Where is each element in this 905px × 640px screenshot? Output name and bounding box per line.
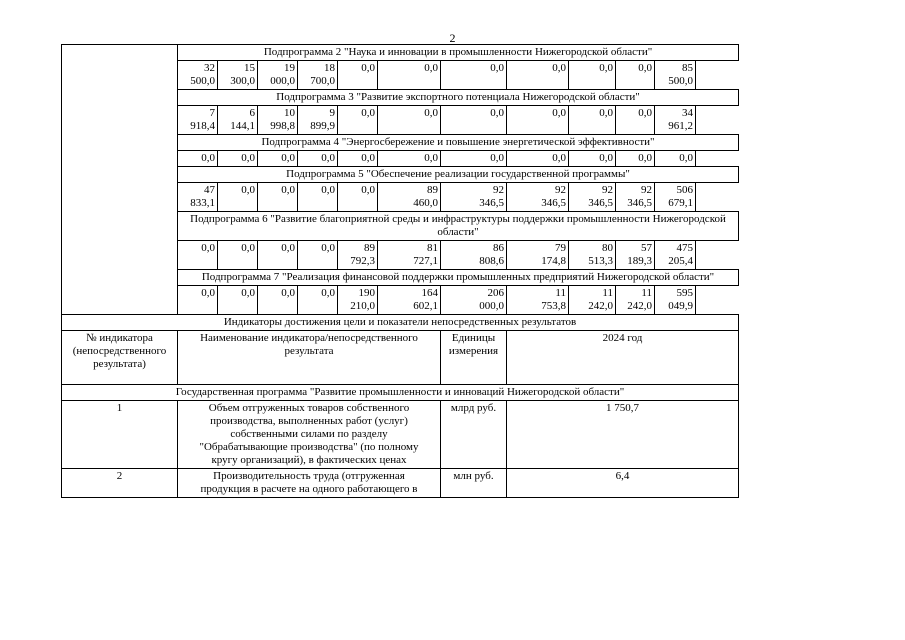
subprogram-value-cell: 0,0 — [298, 183, 338, 212]
subprogram-value-cell: 0,0 — [569, 61, 616, 90]
subprogram-value-cell: 11 753,8 — [507, 286, 569, 315]
header-year: 2024 год — [507, 331, 739, 385]
subprogram-value-cell: 0,0 — [178, 241, 218, 270]
header-units: Единицы измерения — [441, 331, 507, 385]
subprogram-value-cell: 0,0 — [218, 241, 258, 270]
indicator-value: 6,4 — [507, 469, 739, 498]
subprogram-value-cell: 0,0 — [218, 286, 258, 315]
subprogram-value-cell: 0,0 — [298, 241, 338, 270]
subprogram-value-cell: 0,0 — [258, 286, 298, 315]
subprogram-value-cell: 7 918,4 — [178, 106, 218, 135]
header-indicator-name: Наименование индикатора/непосредственного результата — [178, 331, 441, 385]
subprogram-value-cell: 0,0 — [338, 183, 378, 212]
subprogram-value-cell: 89 792,3 — [338, 241, 378, 270]
subprogram-value-cell: 0,0 — [507, 151, 569, 167]
subprogram-value-cell: 0,0 — [507, 106, 569, 135]
subprogram-value-cell: 164 602,1 — [378, 286, 441, 315]
subprogram-value-cell: 92 346,5 — [441, 183, 507, 212]
subprogram-value-cell: 79 174,8 — [507, 241, 569, 270]
subprogram-value-cell: 80 513,3 — [569, 241, 616, 270]
subprogram-value-cell: 0,0 — [378, 151, 441, 167]
subprogram-value-cell: 0,0 — [507, 61, 569, 90]
subprogram-title: Подпрограмма 7 "Реализация финансовой поддержки промышленных предприятий Нижегородской области" — [178, 270, 739, 286]
subprogram-value-cell: 0,0 — [616, 106, 655, 135]
subprogram-value-cell: 92 346,5 — [616, 183, 655, 212]
indicator-number: 2 — [62, 469, 178, 498]
subprogram-value-cell: 190 210,0 — [338, 286, 378, 315]
subprogram-value-cell: 0,0 — [569, 151, 616, 167]
subprogram-title: Подпрограмма 5 "Обеспечение реализации государственной программы" — [178, 167, 739, 183]
subprogram-value-cell: 47 833,1 — [178, 183, 218, 212]
indicator-number: 1 — [62, 401, 178, 469]
subprogram-value-cell: 9 899,9 — [298, 106, 338, 135]
subprogram-value-cell: 206 000,0 — [441, 286, 507, 315]
budget-indicators-table — [61, 44, 739, 498]
subprogram-value-cell: 0,0 — [378, 106, 441, 135]
subprogram-value-cell: 0,0 — [338, 61, 378, 90]
subprogram-value-cell: 0,0 — [616, 151, 655, 167]
subprogram-title: Подпрограмма 4 "Энергосбережение и повышение энергетической эффективности" — [178, 135, 739, 151]
subprogram-value-cell: 0,0 — [178, 286, 218, 315]
subprogram-value-cell: 0,0 — [258, 151, 298, 167]
subprogram-value-cell: 475 205,4 — [655, 241, 696, 270]
subprogram-value-cell: 0,0 — [258, 241, 298, 270]
subprogram-value-cell: 89 460,0 — [378, 183, 441, 212]
subprogram-value-cell: 19 000,0 — [258, 61, 298, 90]
indicator-name: Производительность труда (отгруженная продукция в расчете на одного работающего в — [178, 469, 441, 498]
subprogram-value-cell: 18 700,0 — [298, 61, 338, 90]
header-indicator-number: № индикатора (непосредственного результата) — [62, 331, 178, 385]
subprogram-title: Подпрограмма 6 "Развитие благоприятной среды и инфраструктуры поддержки промышленности Нижегородской области" — [178, 212, 739, 241]
subprogram-value-cell: 10 998,8 — [258, 106, 298, 135]
subprogram-value-cell: 85 500,0 — [655, 61, 696, 90]
subprogram-value-cell: 86 808,6 — [441, 241, 507, 270]
page-number: 2 — [449, 31, 456, 45]
indicator-name: Объем отгруженных товаров собственного производства, выполненных работ (услуг) собственными силами по разделу "Обрабатывающие производства" (по полному кругу организаций), в фактических ценах — [178, 401, 441, 469]
subprogram-value-cell: 15 300,0 — [218, 61, 258, 90]
subprogram-value-cell: 0,0 — [616, 61, 655, 90]
subprogram-value-cell: 0,0 — [298, 151, 338, 167]
subprogram-value-cell: 595 049,9 — [655, 286, 696, 315]
subprogram-value-cell: 0,0 — [441, 106, 507, 135]
indicator-units: млн руб. — [441, 469, 507, 498]
subprogram-value-cell: 0,0 — [298, 286, 338, 315]
subprogram-title: Подпрограмма 2 "Наука и инновации в промышленности Нижегородской области" — [178, 45, 739, 61]
left-blank-cell — [62, 45, 178, 315]
subprogram-value-cell: 34 961,2 — [655, 106, 696, 135]
subprogram-value-cell: 32 500,0 — [178, 61, 218, 90]
subprogram-value-cell: 0,0 — [338, 151, 378, 167]
subprogram-value-cell: 0,0 — [178, 151, 218, 167]
subprogram-value-cell: 57 189,3 — [616, 241, 655, 270]
indicator-units: млрд руб. — [441, 401, 507, 469]
indicator-value: 1 750,7 — [507, 401, 739, 469]
subprogram-value-cell: 0,0 — [258, 183, 298, 212]
subprogram-title: Подпрограмма 3 "Развитие экспортного потенциала Нижегородской области" — [178, 90, 739, 106]
subprogram-value-cell: 92 346,5 — [569, 183, 616, 212]
subprogram-value-cell: 0,0 — [655, 151, 696, 167]
subprogram-value-cell: 0,0 — [338, 106, 378, 135]
subprogram-value-cell: 6 144,1 — [218, 106, 258, 135]
indicators-section-title: Индикаторы достижения цели и показатели непосредственных результатов — [62, 315, 739, 331]
subprogram-value-cell: 0,0 — [441, 61, 507, 90]
subprogram-value-cell: 0,0 — [218, 183, 258, 212]
subprogram-value-cell: 81 727,1 — [378, 241, 441, 270]
subprogram-value-cell: 92 346,5 — [507, 183, 569, 212]
subprogram-value-cell: 0,0 — [441, 151, 507, 167]
subprogram-value-cell: 11 242,0 — [569, 286, 616, 315]
subprogram-value-cell: 11 242,0 — [616, 286, 655, 315]
subprogram-value-cell: 0,0 — [218, 151, 258, 167]
subprogram-value-cell: 0,0 — [378, 61, 441, 90]
subprogram-value-cell: 0,0 — [569, 106, 616, 135]
subprogram-value-cell: 506 679,1 — [655, 183, 696, 212]
program-title: Государственная программа "Развитие промышленности и инноваций Нижегородской области" — [62, 385, 739, 401]
